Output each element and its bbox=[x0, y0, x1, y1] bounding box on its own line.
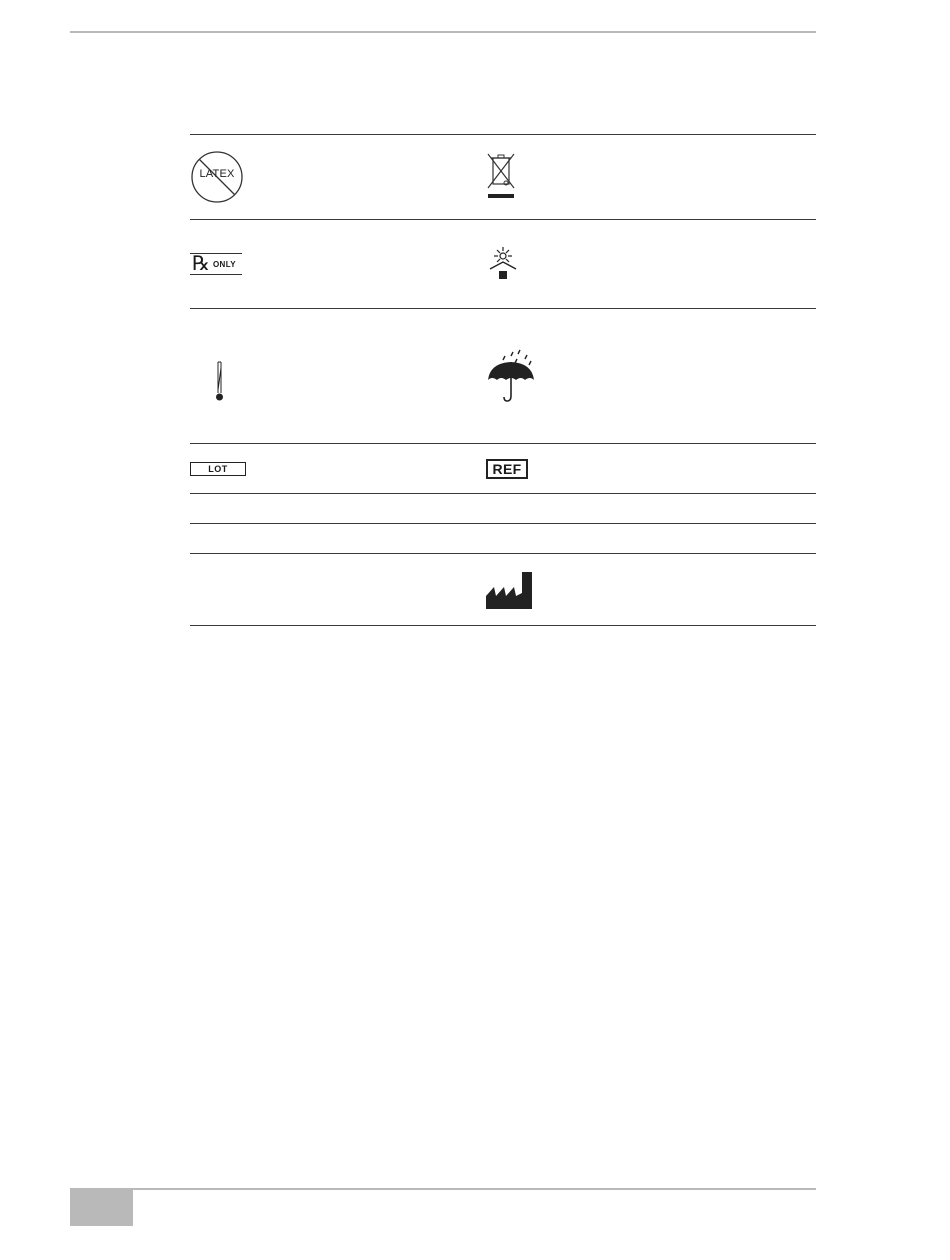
symbol-cell bbox=[486, 444, 816, 493]
table-row bbox=[190, 443, 816, 493]
latex-free-icon bbox=[190, 150, 244, 204]
rx-symbol: ℞ bbox=[192, 253, 210, 275]
table-row bbox=[190, 134, 816, 219]
temperature-limit-icon bbox=[212, 360, 226, 402]
symbol-table bbox=[190, 134, 816, 626]
symbol-cell bbox=[486, 220, 816, 308]
symbol-cell bbox=[190, 444, 473, 493]
manufacturer-factory-icon bbox=[486, 571, 532, 609]
symbol-cell bbox=[190, 309, 473, 443]
table-row bbox=[190, 219, 816, 308]
lot-batch-code-icon: LOT bbox=[190, 462, 246, 476]
symbol-cell bbox=[486, 135, 816, 219]
crossed-out-wheelie-bin-icon bbox=[486, 152, 516, 202]
footer-rule bbox=[70, 1188, 816, 1190]
page-number-tab bbox=[70, 1190, 133, 1226]
keep-away-from-sunlight-icon bbox=[486, 247, 520, 281]
symbol-cell bbox=[190, 135, 473, 219]
ref-catalogue-number-icon: REF bbox=[486, 459, 528, 479]
symbol-cell bbox=[486, 554, 816, 625]
keep-dry-umbrella-icon bbox=[486, 348, 536, 404]
symbol-cell bbox=[486, 309, 816, 443]
table-row bbox=[190, 523, 816, 553]
header-rule bbox=[70, 31, 816, 33]
table-row bbox=[190, 553, 816, 626]
latex-label: LATEX bbox=[199, 168, 235, 180]
table-row bbox=[190, 308, 816, 443]
table-row bbox=[190, 493, 816, 523]
rx-only-label: ONLY bbox=[212, 259, 237, 269]
rx-only-icon bbox=[190, 253, 242, 275]
symbol-cell bbox=[190, 220, 473, 308]
